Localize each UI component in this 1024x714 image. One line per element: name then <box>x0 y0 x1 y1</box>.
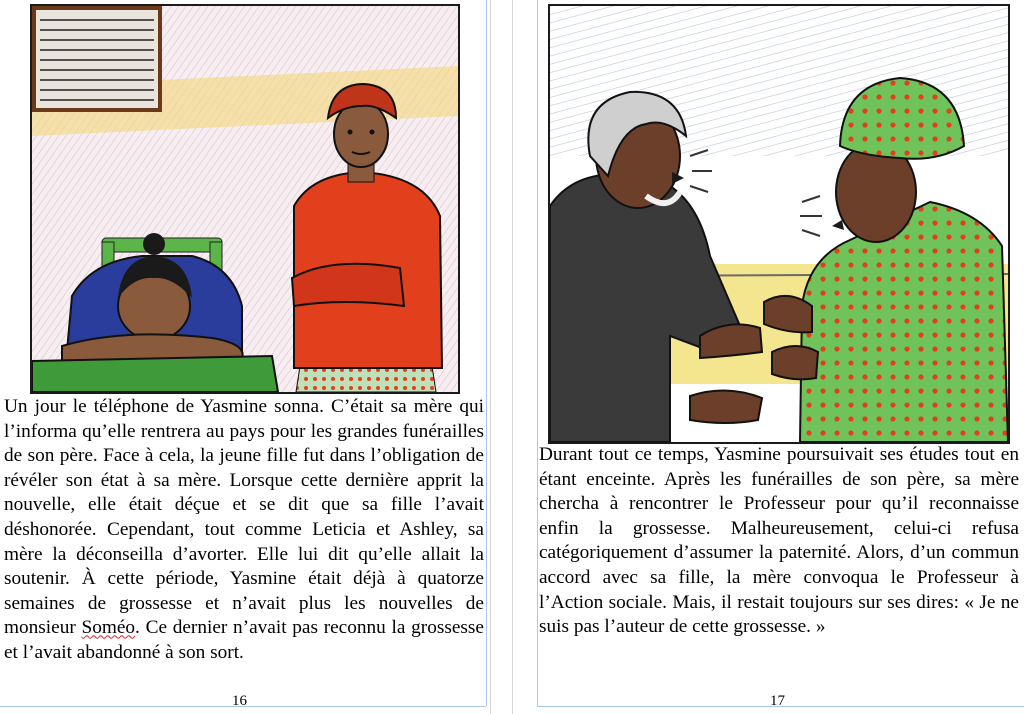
margin-guide-right <box>486 0 487 706</box>
illustration-two-men-arguing <box>548 4 1010 444</box>
spellcheck-flagged-word[interactable]: Soméo <box>81 617 136 639</box>
page-17-paragraph: Durant tout ce temps, Yasmine poursuivait ses études tout en étant enceinte. Après les funérailles de son père, sa mère chercha à rencontrer le Professeur pour qu’il reconnaisse enfin la grossesse. Malheureusement, celui-ci refusa catégoriquement d’assumer la paternité. Alors, d’un commun accord avec sa fille, la mère convoqua le Professeur à l’Action sociale. Mais, il restait toujours sur ses dires: « Je ne suis pas l’auteur de cette grossesse. » <box>539 444 1019 638</box>
paragraph-text-end: . Ce dernier n’avait pas reconnu la grossesse et l’avait abandonné à son sort. <box>4 617 484 663</box>
page-number-right: 17 <box>770 693 785 709</box>
paragraph-text: Un jour le téléphone de Yasmine sonna. C’était sa mère qui l’informa qu’elle rentrera au pays pour les grandes funérailles de son père. Face à cela, la jeune fille fut dans l’obligation de révéler son état à sa mère. Lorsque cette dernière apprit la nouvelle, elle était déçue et se dit que sa fille l’avait déshonorée. Cependant, tout comme Leticia et Ashley, sa mère la déconseilla d’avorter. Elle lui dit qu’elle allait la soutenir. À cette période, Yasmine était déjà à quatorze semaines de grossesse et n’avait plus les nouvelles de monsieur <box>4 396 484 639</box>
page-number-left: 16 <box>232 693 247 709</box>
page-16-paragraph <box>4 395 484 666</box>
illustration-mother-and-daughter <box>30 4 460 394</box>
margin-guide-left <box>537 0 538 706</box>
